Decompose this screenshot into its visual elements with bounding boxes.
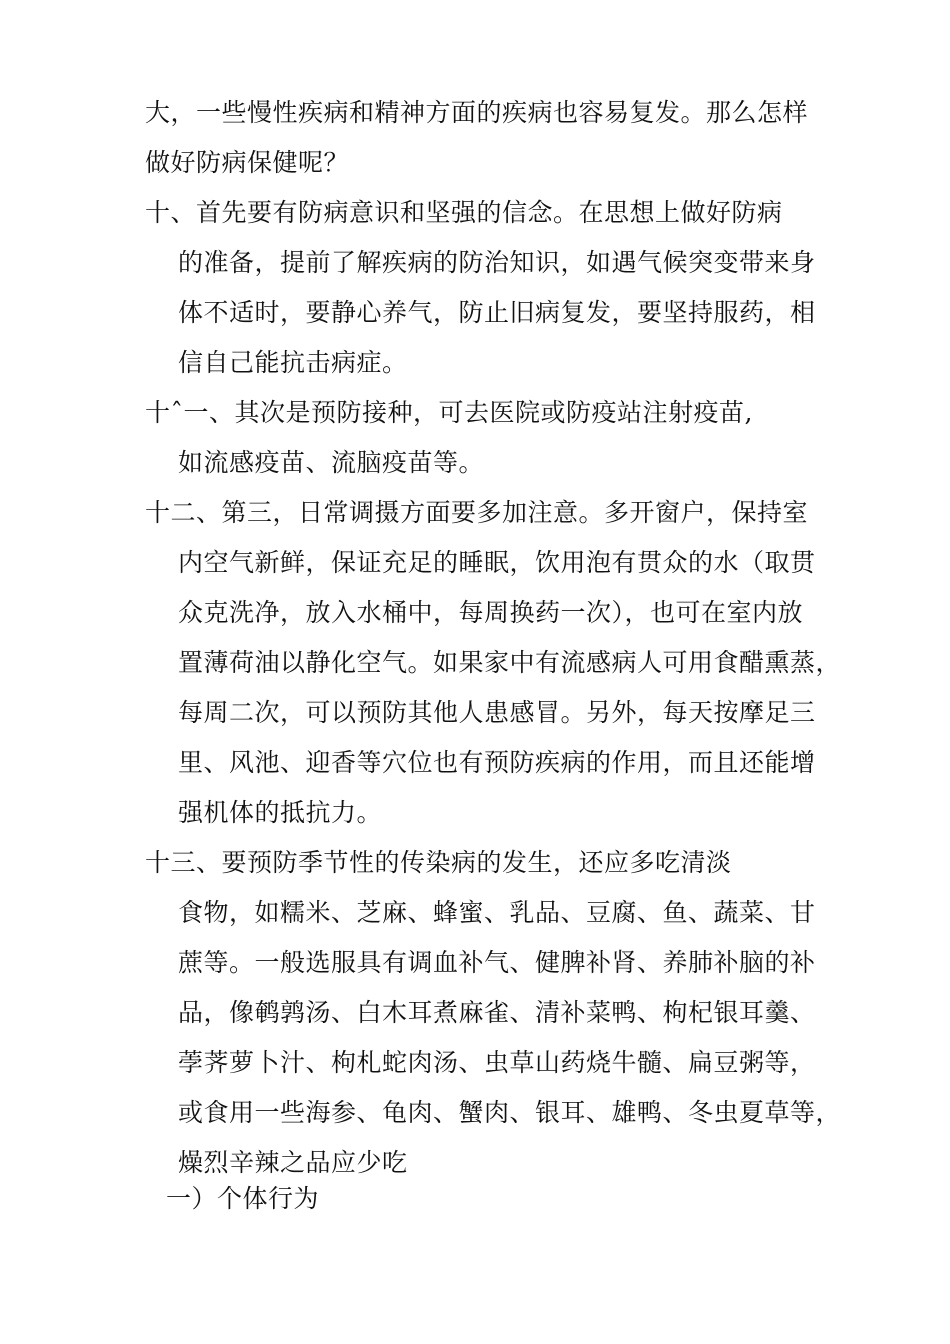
text-line: 众克洗净，放入水桶中，每周换药一次），也可在室内放	[178, 598, 804, 627]
text-line: 品，像鹌鹑汤、白木耳煮麻雀、清补菜鸭、枸杞银耳羹、	[178, 998, 816, 1027]
text-line: 燥烈辛辣之品应少吃	[178, 1148, 408, 1177]
text-line: 的准备，提前了解疾病的防治知识，如遇气候突变带来身	[178, 248, 816, 277]
text-line: 荸荠萝卜汁、枸札蛇肉汤、虫草山药烧牛髓、扁豆粥等，	[178, 1048, 816, 1077]
text-line: 食物，如糯米、芝麻、蜂蜜、乳品、豆腐、鱼、蔬菜、甘	[178, 898, 816, 927]
text-line: 十、首先要有防病意识和坚强的信念。在思想上做好防病	[145, 198, 783, 227]
text-line: 十三、要预防季节性的传染病的发生，还应多吃清淡	[145, 848, 732, 877]
text-line: 或食用一些海参、龟肉、蟹肉、银耳、雄鸭、冬虫夏草等，	[178, 1098, 842, 1127]
text-line: 体不适时，要静心养气，防止旧病复发，要坚持服药，相	[178, 298, 816, 327]
text-line: 里、风池、迎香等穴位也有预防疾病的作用，而且还能增	[178, 748, 816, 777]
text-line: 大，一些慢性疾病和精神方面的疾病也容易复发。那么怎样	[145, 98, 809, 127]
text-line: 置薄荷油以静化空气。如果家中有流感病人可用食醋熏蒸，	[178, 648, 842, 677]
text-line: 信自己能抗击病症。	[178, 348, 408, 377]
text-line: 每周二次，可以预防其他人患感冒。另外，每天按摩足三	[178, 698, 816, 727]
text-line: 十ˆ一、其次是预防接种，可去医院或防疫站注射疫苗,	[145, 398, 753, 427]
text-line: 十二、第三，日常调摄方面要多加注意。多开窗户，保持室	[145, 498, 809, 527]
section-heading: 一）个体行为	[166, 1184, 320, 1213]
text-line: 强机体的抵抗力。	[178, 798, 383, 827]
text-line: 蔗等。一般选服具有调血补气、健脾补肾、养肺补脑的补	[178, 948, 816, 977]
text-line: 内空气新鲜，保证充足的睡眠，饮用泡有贯众的水（取贯	[178, 548, 816, 577]
text-line: 做好防病保健呢？	[145, 148, 350, 177]
text-line: 如流感疫苗、流脑疫苗等。	[178, 448, 485, 477]
